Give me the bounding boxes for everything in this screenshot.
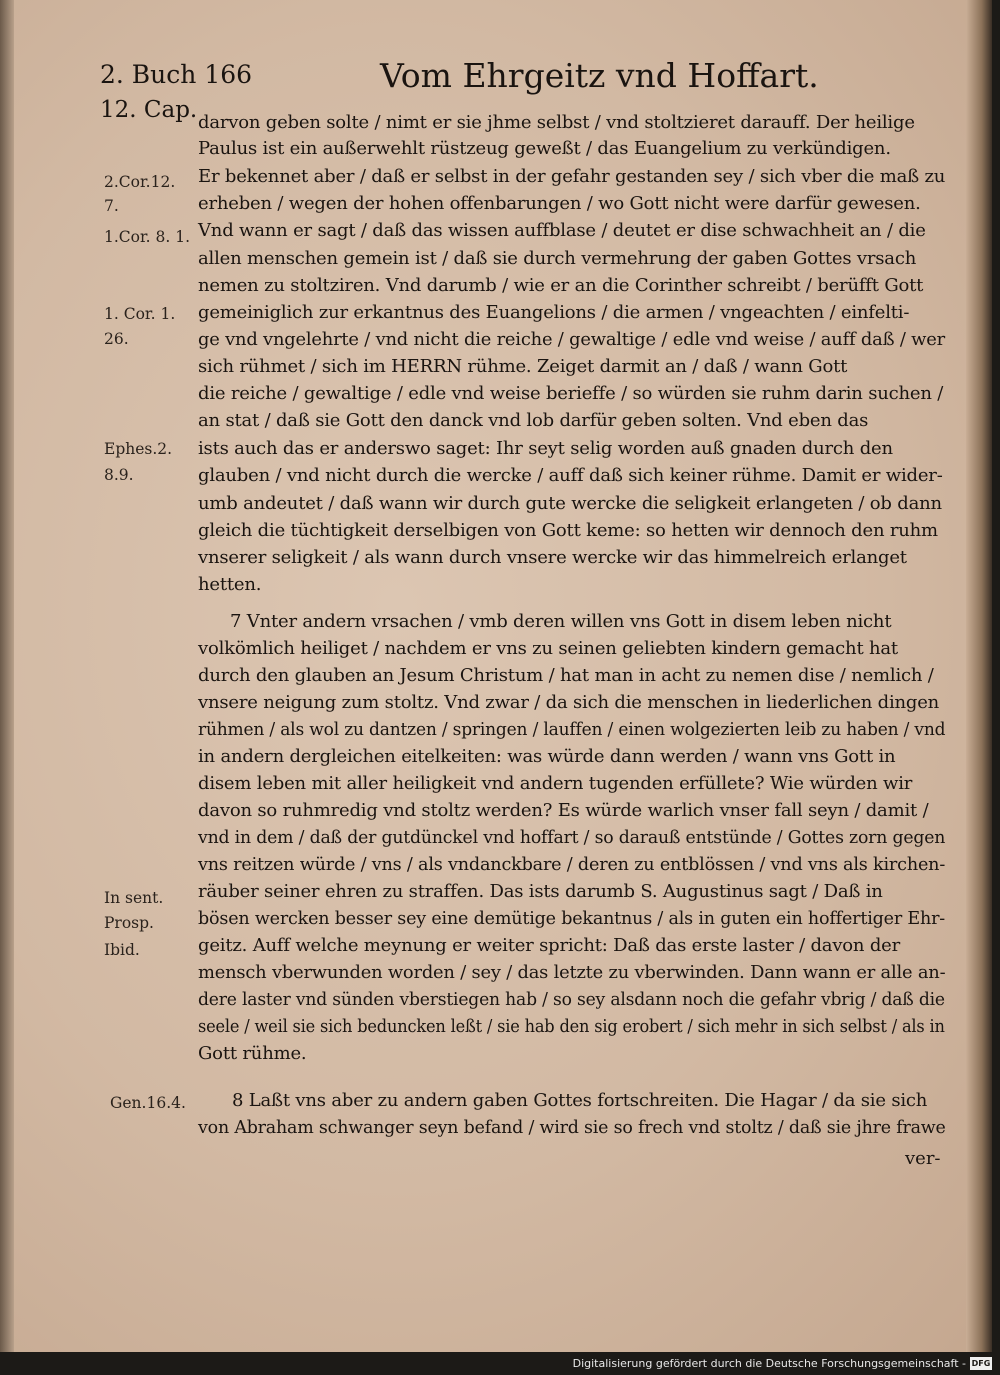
text-line: 8 Laßt vns aber zu andern gaben Gottes fortschreiten. Die Hagar / da sie sich [232, 1090, 928, 1111]
text-line: darvon geben solte / nimt er sie jhme selbst / vnd stoltzieret darauff. Der heilige [198, 112, 915, 133]
digitization-credit: Digitalisierung gefördert durch die Deutsche Forschungsgemeinschaft - [572, 1357, 966, 1370]
text-line: vnsere neigung zum stoltz. Vnd zwar / da sich die menschen in liederlichen dingen [198, 692, 940, 713]
text-line: gemeiniglich zur erkantnus des Euangelions / die armen / vngeachten / einfelti- [198, 302, 910, 323]
text-line: an stat / daß sie Gott den danck vnd lob darfür geben solten. Vnd eben das [198, 410, 869, 431]
margin-note: 8.9. [104, 466, 134, 484]
text-line: davon so ruhmredig vnd stoltz werden? Es würde warlich vnser fall seyn / damit / [198, 800, 929, 821]
text-line: umb andeutet / daß wann wir durch gute wercke die seligkeit erlangeten / ob dann [198, 493, 942, 514]
text-line: räuber seiner ehren zu straffen. Das ists darumb S. Augustinus sagt / Daß in [198, 881, 883, 902]
running-head-title: Vom Ehrgeitz vnd Hoffart. [380, 56, 819, 95]
margin-note: In sent. [104, 889, 164, 907]
margin-note: Ibid. [104, 941, 140, 959]
chapter-label: 12. Cap. [100, 97, 198, 123]
dfg-logo: DFG [971, 1359, 991, 1368]
page-fore-edge [966, 0, 992, 1352]
text-line: 7 Vnter andern vrsachen / vmb deren willen vns Gott in disem leben nicht [230, 611, 892, 632]
margin-note: 1.Cor. 8. 1. [104, 228, 191, 246]
margin-note: Gen.16.4. [110, 1094, 186, 1112]
text-line: durch den glauben an Jesum Christum / hat man in acht zu nemen dise / nemlich / [198, 665, 934, 686]
text-line: gleich die tüchtigkeit derselbigen von Gott keme: so hetten wir dennoch den ruhm [198, 520, 938, 541]
margin-note: 2.Cor.12. [104, 173, 176, 191]
text-line: Er bekennet aber / daß er selbst in der gefahr gestanden sey / sich vber die maß zu [198, 166, 946, 187]
margin-note: 7. [104, 197, 119, 215]
text-line: volkömlich heiliget / nachdem er vns zu seinen geliebten kindern gemacht hat [198, 638, 898, 659]
text-line: in andern dergleichen eitelkeiten: was würde dann werden / wann vns Gott in [198, 746, 896, 767]
text-line: bösen wercken besser sey eine demütige bekantnus / als in guten ein hoffertiger Ehr- [198, 908, 946, 929]
text-line: disem leben mit aller heiligkeit vnd andern tugenden erfüllete? Wie würden wir [198, 773, 913, 794]
text-line: vnserer seligkeit / als wann durch vnsere wercke wir das himmelreich erlanget [198, 547, 907, 568]
text-line: hetten. [198, 574, 262, 595]
text-line: geitz. Auff welche meynung er weiter spricht: Daß das erste laster / davon der [198, 935, 901, 956]
text-line: sich rühmet / sich im HERRN rühme. Zeiget darmit an / daß / wann Gott [198, 356, 848, 377]
catchword: ver- [905, 1148, 941, 1169]
text-line: Vnd wann er sagt / daß das wissen auffblase / deutet er dise schwachheit an / die [198, 220, 926, 241]
text-line: Gott rühme. [198, 1043, 307, 1064]
text-line: mensch vberwunden worden / sey / das letzte zu vberwinden. Dann wann er alle an- [198, 962, 946, 983]
margin-note: Prosp. [104, 914, 154, 932]
running-head-book-page: 2. Buch 166 [100, 60, 253, 89]
margin-note: 26. [104, 330, 129, 348]
text-line: ge vnd vngelehrte / vnd nicht die reiche / gewaltige / edle vnd weise / auff daß / wer [198, 329, 945, 350]
text-line: ists auch das er anderswo saget: Ihr seyt selig worden auß gnaden durch den [198, 438, 893, 459]
text-line: die reiche / gewaltige / edle vnd weise berieffe / so würden sie ruhm darin suchen / [198, 383, 944, 404]
text-line: rühmen / als wol zu dantzen / springen / lauffen / einen wolgezierten leib zu haben / vnd [198, 719, 946, 740]
text-line: glauben / vnd nicht durch die wercke / auff daß sich keiner rühme. Damit er wider- [198, 465, 943, 486]
margin-note: 1. Cor. 1. [104, 305, 176, 323]
text-line: Paulus ist ein außerwehlt rüstzeug geweßt / das Euangelium zu verkündigen. [198, 138, 891, 159]
page-gutter [0, 0, 14, 1352]
text-line: vnd in dem / daß der gutdünckel vnd hoffart / so darauß entstünde / Gottes zorn gegen [198, 827, 946, 848]
text-line: von Abraham schwanger seyn befand / wird sie so frech vnd stoltz / daß sie jhre frawe [198, 1117, 946, 1138]
text-line: vns reitzen würde / vns / als vndanckbare / deren zu entblössen / vnd vns als kirchen- [198, 854, 946, 875]
text-line: nemen zu stoltziren. Vnd darumb / wie er an die Corinther schreibt / berüfft Gott [198, 275, 924, 296]
text-line: erheben / wegen der hohen offenbarungen / wo Gott nicht were darfür gewesen. [198, 193, 921, 214]
text-line: dere laster vnd sünden vberstiegen hab / so sey alsdann noch die gefahr vbrig / daß die [198, 989, 945, 1010]
text-line: seele / weil sie sich beduncken leßt / sie hab den sig erobert / sich mehr in sich selbst / als in [198, 1016, 945, 1037]
text-line: allen menschen gemein ist / daß sie durch vermehrung der gaben Gottes vrsach [198, 248, 917, 269]
margin-note: Ephes.2. [104, 440, 173, 458]
